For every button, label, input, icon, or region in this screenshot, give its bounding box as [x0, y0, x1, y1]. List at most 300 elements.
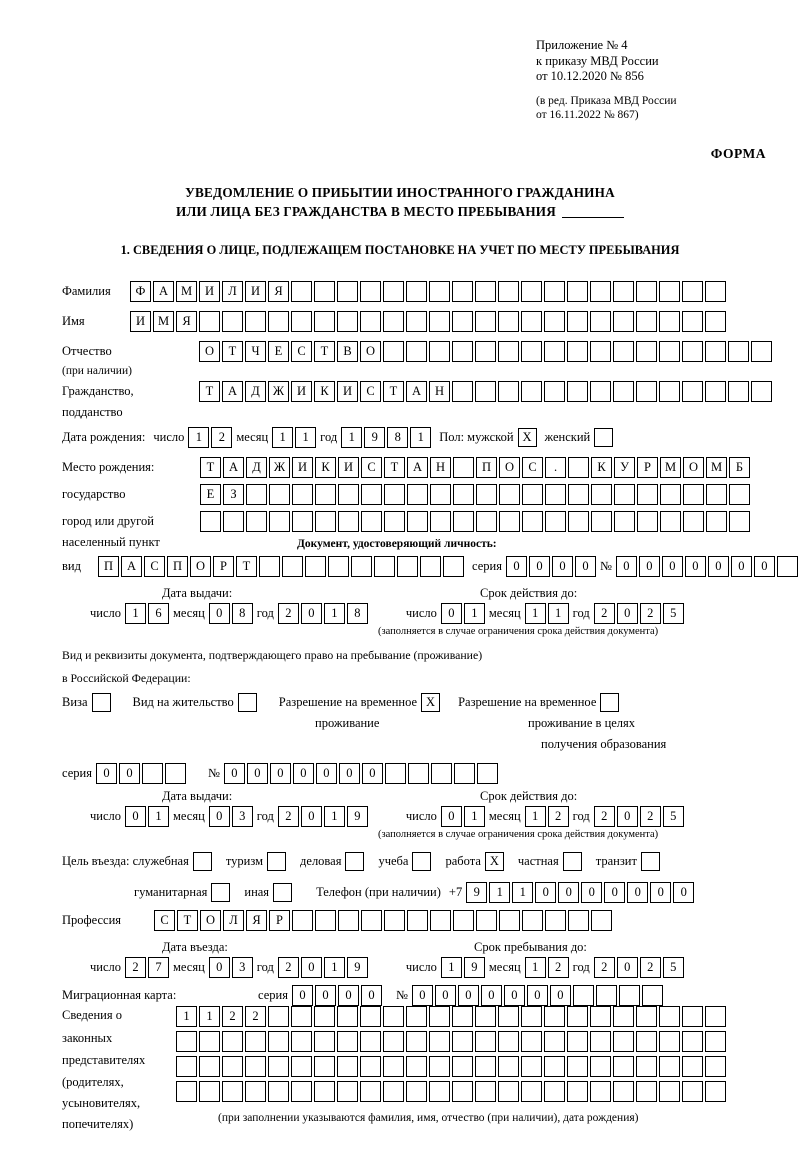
char-cell[interactable]	[383, 281, 404, 302]
char-cell[interactable]: 2	[278, 806, 299, 827]
char-cell[interactable]	[337, 1006, 358, 1027]
char-cell[interactable]	[383, 341, 404, 362]
char-cell[interactable]: 0	[315, 985, 336, 1006]
char-cell[interactable]	[200, 511, 221, 532]
char-cell[interactable]: 0	[316, 763, 337, 784]
char-cell[interactable]: О	[199, 341, 220, 362]
char-cell[interactable]: С	[361, 457, 382, 478]
char-cell[interactable]	[476, 511, 497, 532]
char-cell[interactable]	[268, 1081, 289, 1102]
permit-issue-day-input[interactable]	[125, 806, 169, 827]
char-cell[interactable]	[406, 1056, 427, 1077]
char-cell[interactable]: С	[360, 381, 381, 402]
char-cell[interactable]: С	[522, 457, 543, 478]
visa-checkbox[interactable]	[92, 693, 111, 712]
char-cell[interactable]	[613, 1006, 634, 1027]
char-cell[interactable]: 1	[548, 603, 569, 624]
char-cell[interactable]	[636, 341, 657, 362]
char-cell[interactable]: 0	[292, 985, 313, 1006]
idoc-valid-day-input[interactable]	[441, 603, 485, 624]
patronymic-input[interactable]	[199, 341, 772, 362]
char-cell[interactable]: 7	[148, 957, 169, 978]
char-cell[interactable]: Ч	[245, 341, 266, 362]
char-cell[interactable]: 0	[506, 556, 527, 577]
char-cell[interactable]: Я	[176, 311, 197, 332]
char-cell[interactable]	[591, 910, 612, 931]
char-cell[interactable]	[613, 1056, 634, 1077]
char-cell[interactable]	[476, 484, 497, 505]
purpose-study-checkbox[interactable]	[412, 852, 431, 871]
char-cell[interactable]	[199, 1031, 220, 1052]
char-cell[interactable]: И	[199, 281, 220, 302]
char-cell[interactable]: 2	[594, 806, 615, 827]
legal-rep-input-4[interactable]	[176, 1081, 726, 1102]
char-cell[interactable]	[407, 910, 428, 931]
legal-rep-input-2[interactable]	[176, 1031, 726, 1052]
char-cell[interactable]: 1	[324, 603, 345, 624]
char-cell[interactable]: 0	[224, 763, 245, 784]
char-cell[interactable]	[429, 1006, 450, 1027]
char-cell[interactable]	[590, 341, 611, 362]
entry-month-input[interactable]	[209, 957, 253, 978]
char-cell[interactable]	[407, 511, 428, 532]
char-cell[interactable]	[590, 1081, 611, 1102]
char-cell[interactable]	[337, 1081, 358, 1102]
char-cell[interactable]	[477, 763, 498, 784]
char-cell[interactable]	[568, 484, 589, 505]
char-cell[interactable]	[682, 381, 703, 402]
idoc-issue-year-input[interactable]	[278, 603, 368, 624]
char-cell[interactable]: 0	[529, 556, 550, 577]
char-cell[interactable]	[475, 281, 496, 302]
char-cell[interactable]: Ф	[130, 281, 151, 302]
char-cell[interactable]	[683, 511, 704, 532]
char-cell[interactable]	[637, 484, 658, 505]
char-cell[interactable]: 9	[347, 806, 368, 827]
char-cell[interactable]: 9	[347, 957, 368, 978]
char-cell[interactable]	[222, 1056, 243, 1077]
residence-permit-checkbox[interactable]	[238, 693, 257, 712]
char-cell[interactable]: Н	[429, 381, 450, 402]
char-cell[interactable]	[568, 457, 589, 478]
char-cell[interactable]: 0	[575, 556, 596, 577]
char-cell[interactable]: 0	[458, 985, 479, 1006]
char-cell[interactable]	[165, 763, 186, 784]
char-cell[interactable]	[498, 1006, 519, 1027]
char-cell[interactable]: 0	[617, 806, 638, 827]
char-cell[interactable]: О	[360, 341, 381, 362]
char-cell[interactable]	[223, 511, 244, 532]
char-cell[interactable]: А	[121, 556, 142, 577]
char-cell[interactable]: 0	[412, 985, 433, 1006]
char-cell[interactable]	[705, 1056, 726, 1077]
char-cell[interactable]	[383, 311, 404, 332]
char-cell[interactable]	[430, 484, 451, 505]
char-cell[interactable]	[452, 311, 473, 332]
char-cell[interactable]: 0	[617, 957, 638, 978]
char-cell[interactable]	[268, 311, 289, 332]
permit-series-input[interactable]	[96, 763, 186, 784]
permit-number-input[interactable]	[224, 763, 498, 784]
char-cell[interactable]: А	[153, 281, 174, 302]
migration-card-series-input[interactable]	[292, 985, 382, 1006]
char-cell[interactable]	[406, 311, 427, 332]
char-cell[interactable]	[406, 341, 427, 362]
stay-year-input[interactable]	[594, 957, 684, 978]
char-cell[interactable]	[246, 484, 267, 505]
char-cell[interactable]	[613, 281, 634, 302]
char-cell[interactable]	[498, 311, 519, 332]
char-cell[interactable]	[475, 1006, 496, 1027]
char-cell[interactable]	[544, 1031, 565, 1052]
char-cell[interactable]	[476, 910, 497, 931]
char-cell[interactable]	[452, 381, 473, 402]
char-cell[interactable]: 8	[232, 603, 253, 624]
char-cell[interactable]	[521, 1006, 542, 1027]
char-cell[interactable]: 2	[278, 957, 299, 978]
char-cell[interactable]: 2	[640, 806, 661, 827]
char-cell[interactable]	[314, 281, 335, 302]
char-cell[interactable]	[659, 381, 680, 402]
char-cell[interactable]: 2	[125, 957, 146, 978]
char-cell[interactable]: 0	[552, 556, 573, 577]
char-cell[interactable]	[659, 1056, 680, 1077]
char-cell[interactable]: 0	[361, 985, 382, 1006]
char-cell[interactable]	[222, 1081, 243, 1102]
char-cell[interactable]: 0	[650, 882, 671, 903]
char-cell[interactable]	[452, 281, 473, 302]
char-cell[interactable]: 1	[176, 1006, 197, 1027]
char-cell[interactable]	[199, 311, 220, 332]
char-cell[interactable]: О	[190, 556, 211, 577]
char-cell[interactable]: Д	[245, 381, 266, 402]
char-cell[interactable]: А	[222, 381, 243, 402]
char-cell[interactable]: К	[314, 381, 335, 402]
char-cell[interactable]	[315, 910, 336, 931]
char-cell[interactable]	[568, 910, 589, 931]
birth-month-input[interactable]	[272, 427, 316, 448]
char-cell[interactable]	[475, 311, 496, 332]
char-cell[interactable]: О	[499, 457, 520, 478]
char-cell[interactable]: Т	[314, 341, 335, 362]
char-cell[interactable]: М	[153, 311, 174, 332]
birthplace-country-input[interactable]	[200, 457, 750, 478]
char-cell[interactable]	[452, 1006, 473, 1027]
char-cell[interactable]: 3	[232, 806, 253, 827]
char-cell[interactable]	[314, 311, 335, 332]
char-cell[interactable]	[361, 511, 382, 532]
char-cell[interactable]: П	[476, 457, 497, 478]
char-cell[interactable]	[636, 1006, 657, 1027]
char-cell[interactable]	[429, 311, 450, 332]
char-cell[interactable]	[728, 381, 749, 402]
char-cell[interactable]	[590, 311, 611, 332]
char-cell[interactable]	[705, 1031, 726, 1052]
char-cell[interactable]	[567, 311, 588, 332]
char-cell[interactable]: 0	[639, 556, 660, 577]
char-cell[interactable]: 2	[278, 603, 299, 624]
char-cell[interactable]	[245, 311, 266, 332]
char-cell[interactable]	[406, 1006, 427, 1027]
char-cell[interactable]: К	[315, 457, 336, 478]
char-cell[interactable]	[407, 484, 428, 505]
char-cell[interactable]	[199, 1081, 220, 1102]
char-cell[interactable]	[613, 381, 634, 402]
citizenship-input[interactable]	[199, 381, 772, 402]
char-cell[interactable]: 0	[441, 603, 462, 624]
char-cell[interactable]	[314, 1031, 335, 1052]
char-cell[interactable]	[268, 1031, 289, 1052]
char-cell[interactable]	[408, 763, 429, 784]
char-cell[interactable]	[429, 281, 450, 302]
char-cell[interactable]: У	[614, 457, 635, 478]
char-cell[interactable]: 0	[209, 603, 230, 624]
char-cell[interactable]: 2	[594, 957, 615, 978]
char-cell[interactable]: 0	[435, 985, 456, 1006]
char-cell[interactable]: 2	[548, 957, 569, 978]
purpose-other-checkbox[interactable]	[273, 883, 292, 902]
char-cell[interactable]: Ж	[269, 457, 290, 478]
char-cell[interactable]	[452, 1056, 473, 1077]
char-cell[interactable]	[636, 381, 657, 402]
char-cell[interactable]	[360, 281, 381, 302]
char-cell[interactable]	[659, 311, 680, 332]
char-cell[interactable]: 0	[441, 806, 462, 827]
char-cell[interactable]: 0	[708, 556, 729, 577]
char-cell[interactable]	[475, 1031, 496, 1052]
char-cell[interactable]: И	[130, 311, 151, 332]
char-cell[interactable]	[591, 484, 612, 505]
char-cell[interactable]: 1	[464, 806, 485, 827]
char-cell[interactable]: 0	[685, 556, 706, 577]
char-cell[interactable]: 1	[441, 957, 462, 978]
char-cell[interactable]: 1	[324, 957, 345, 978]
char-cell[interactable]	[619, 985, 640, 1006]
char-cell[interactable]: 0	[754, 556, 775, 577]
char-cell[interactable]	[568, 511, 589, 532]
char-cell[interactable]: 2	[245, 1006, 266, 1027]
char-cell[interactable]: 0	[616, 556, 637, 577]
char-cell[interactable]	[682, 311, 703, 332]
char-cell[interactable]	[544, 311, 565, 332]
char-cell[interactable]: Т	[236, 556, 257, 577]
char-cell[interactable]	[498, 1056, 519, 1077]
char-cell[interactable]	[659, 1031, 680, 1052]
char-cell[interactable]	[636, 281, 657, 302]
char-cell[interactable]	[636, 1056, 657, 1077]
char-cell[interactable]	[385, 763, 406, 784]
char-cell[interactable]	[406, 1081, 427, 1102]
char-cell[interactable]: А	[407, 457, 428, 478]
char-cell[interactable]	[590, 381, 611, 402]
char-cell[interactable]	[222, 311, 243, 332]
char-cell[interactable]	[567, 1081, 588, 1102]
char-cell[interactable]: 0	[270, 763, 291, 784]
char-cell[interactable]: 2	[211, 427, 232, 448]
char-cell[interactable]	[498, 341, 519, 362]
char-cell[interactable]: 0	[247, 763, 268, 784]
char-cell[interactable]: К	[591, 457, 612, 478]
char-cell[interactable]	[614, 484, 635, 505]
char-cell[interactable]	[291, 311, 312, 332]
permit-valid-year-input[interactable]	[594, 806, 684, 827]
char-cell[interactable]	[337, 1056, 358, 1077]
char-cell[interactable]	[314, 1056, 335, 1077]
char-cell[interactable]	[475, 341, 496, 362]
char-cell[interactable]	[682, 1006, 703, 1027]
temp-residence-checkbox[interactable]: Х	[421, 693, 440, 712]
char-cell[interactable]: А	[223, 457, 244, 478]
char-cell[interactable]	[453, 457, 474, 478]
char-cell[interactable]: 1	[410, 427, 431, 448]
char-cell[interactable]: Я	[268, 281, 289, 302]
char-cell[interactable]	[328, 556, 349, 577]
char-cell[interactable]: 0	[293, 763, 314, 784]
char-cell[interactable]	[268, 1056, 289, 1077]
purpose-private-checkbox[interactable]	[563, 852, 582, 871]
char-cell[interactable]: 0	[96, 763, 117, 784]
char-cell[interactable]	[452, 1031, 473, 1052]
char-cell[interactable]	[705, 1081, 726, 1102]
char-cell[interactable]	[429, 1081, 450, 1102]
char-cell[interactable]: С	[144, 556, 165, 577]
char-cell[interactable]	[338, 910, 359, 931]
char-cell[interactable]: 9	[464, 957, 485, 978]
char-cell[interactable]	[453, 484, 474, 505]
char-cell[interactable]	[199, 1056, 220, 1077]
char-cell[interactable]	[521, 281, 542, 302]
birth-day-input[interactable]	[188, 427, 232, 448]
char-cell[interactable]	[498, 381, 519, 402]
char-cell[interactable]: Т	[199, 381, 220, 402]
char-cell[interactable]	[351, 556, 372, 577]
char-cell[interactable]: 2	[222, 1006, 243, 1027]
char-cell[interactable]: С	[291, 341, 312, 362]
char-cell[interactable]	[245, 1031, 266, 1052]
char-cell[interactable]	[291, 1031, 312, 1052]
char-cell[interactable]	[591, 511, 612, 532]
char-cell[interactable]: 2	[640, 603, 661, 624]
char-cell[interactable]: О	[683, 457, 704, 478]
char-cell[interactable]	[292, 910, 313, 931]
char-cell[interactable]: В	[337, 341, 358, 362]
char-cell[interactable]: А	[406, 381, 427, 402]
entry-year-input[interactable]	[278, 957, 368, 978]
char-cell[interactable]	[338, 484, 359, 505]
char-cell[interactable]: Я	[246, 910, 267, 931]
char-cell[interactable]: 0	[550, 985, 571, 1006]
char-cell[interactable]	[659, 281, 680, 302]
char-cell[interactable]: 2	[594, 603, 615, 624]
char-cell[interactable]: Р	[269, 910, 290, 931]
char-cell[interactable]	[452, 341, 473, 362]
char-cell[interactable]	[705, 381, 726, 402]
char-cell[interactable]: Д	[246, 457, 267, 478]
char-cell[interactable]	[729, 511, 750, 532]
char-cell[interactable]: 0	[481, 985, 502, 1006]
permit-issue-month-input[interactable]	[209, 806, 253, 827]
char-cell[interactable]: Т	[384, 457, 405, 478]
char-cell[interactable]	[567, 281, 588, 302]
char-cell[interactable]	[314, 1006, 335, 1027]
char-cell[interactable]	[397, 556, 418, 577]
char-cell[interactable]: .	[545, 457, 566, 478]
char-cell[interactable]: 0	[301, 957, 322, 978]
char-cell[interactable]: 0	[604, 882, 625, 903]
char-cell[interactable]: 0	[119, 763, 140, 784]
char-cell[interactable]: С	[154, 910, 175, 931]
char-cell[interactable]	[706, 484, 727, 505]
purpose-tourism-checkbox[interactable]	[267, 852, 286, 871]
char-cell[interactable]	[613, 1031, 634, 1052]
profession-input[interactable]	[154, 910, 612, 931]
char-cell[interactable]	[498, 281, 519, 302]
char-cell[interactable]	[659, 341, 680, 362]
char-cell[interactable]: 1	[148, 806, 169, 827]
char-cell[interactable]	[545, 511, 566, 532]
char-cell[interactable]	[544, 341, 565, 362]
char-cell[interactable]: 1	[525, 603, 546, 624]
char-cell[interactable]: П	[98, 556, 119, 577]
char-cell[interactable]	[521, 1081, 542, 1102]
char-cell[interactable]	[315, 484, 336, 505]
char-cell[interactable]: 0	[301, 806, 322, 827]
permit-valid-day-input[interactable]	[441, 806, 485, 827]
char-cell[interactable]	[245, 1056, 266, 1077]
char-cell[interactable]	[361, 910, 382, 931]
char-cell[interactable]: Ж	[268, 381, 289, 402]
char-cell[interactable]	[452, 1081, 473, 1102]
char-cell[interactable]: 0	[209, 957, 230, 978]
char-cell[interactable]	[545, 484, 566, 505]
char-cell[interactable]	[259, 556, 280, 577]
char-cell[interactable]	[498, 1031, 519, 1052]
char-cell[interactable]: Е	[200, 484, 221, 505]
char-cell[interactable]	[521, 1031, 542, 1052]
char-cell[interactable]: 1	[525, 957, 546, 978]
name-input[interactable]	[130, 311, 726, 332]
char-cell[interactable]	[498, 1081, 519, 1102]
char-cell[interactable]	[246, 511, 267, 532]
char-cell[interactable]	[521, 311, 542, 332]
char-cell[interactable]	[499, 910, 520, 931]
char-cell[interactable]: 0	[338, 985, 359, 1006]
idoc-issue-day-input[interactable]	[125, 603, 169, 624]
char-cell[interactable]	[636, 1031, 657, 1052]
purpose-work-checkbox[interactable]: Х	[485, 852, 504, 871]
char-cell[interactable]	[521, 381, 542, 402]
char-cell[interactable]	[337, 311, 358, 332]
char-cell[interactable]	[291, 281, 312, 302]
char-cell[interactable]	[659, 1081, 680, 1102]
purpose-service-checkbox[interactable]	[193, 852, 212, 871]
char-cell[interactable]	[384, 910, 405, 931]
char-cell[interactable]	[522, 511, 543, 532]
char-cell[interactable]: З	[223, 484, 244, 505]
char-cell[interactable]	[596, 985, 617, 1006]
char-cell[interactable]	[499, 484, 520, 505]
char-cell[interactable]	[374, 556, 395, 577]
char-cell[interactable]	[636, 1081, 657, 1102]
char-cell[interactable]: Т	[383, 381, 404, 402]
birthplace-city-input[interactable]	[200, 484, 750, 505]
char-cell[interactable]	[291, 1056, 312, 1077]
char-cell[interactable]	[475, 381, 496, 402]
entry-day-input[interactable]	[125, 957, 169, 978]
idoc-valid-month-input[interactable]	[525, 603, 569, 624]
char-cell[interactable]	[384, 484, 405, 505]
char-cell[interactable]	[245, 1081, 266, 1102]
